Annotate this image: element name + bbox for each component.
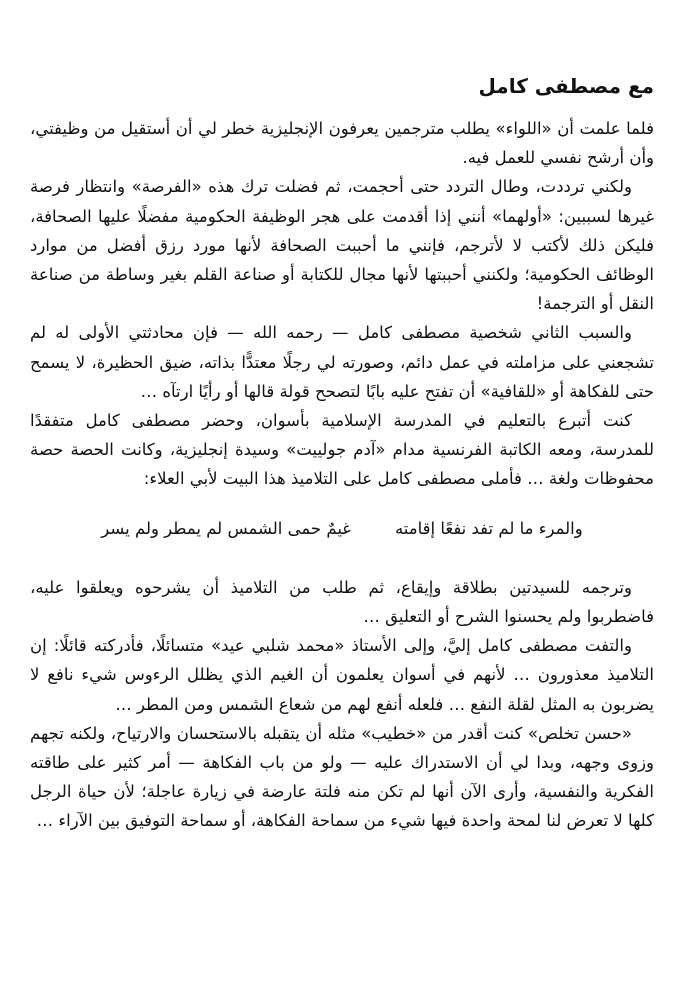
poem-verse: [30, 514, 654, 543]
paragraph-7: «حسن تخلص» كنت أقدر من «خطيب» مثله أن يتقبله بالاستحسان والارتياح، ولكنه تجهم وزوى وجهه، وبدا لي أن الاستدراك عليه — ولو من باب الفكاهة — أمر كثير على طاقته الفكرية والنفسية، وأرى الآن أنها لم تكن منه فلتة عارضة في زيارة عاجلة؛ لأن حياة الرجل كلها لا تعرض لنا لمحة واحدة فيها شيء من سماحة الفكاهة، أو سماحة التوفيق بين الآراء …: [30, 723, 654, 831]
paragraph-2: ولكني ترددت، وطال التردد حتى أحجمت، ثم فضلت ترك هذه «الفرصة» وانتظار فرصة غيرها لسببين: «أولهما» أنني إذا أقدمت على هجر الوظيفة الحكومية مفضلًا عليها الصحافة، فليكن ذلك لأكتب لا لأترجم، فإنني ما أحببت الصحافة لأنها مورد رزق أفضل من موارد الوظائف الحكومية؛ ولكنني أحببتها لأنها مجال للكتابة أو صناعة القلم بغير وساطة من صناعة النقل أو الترجمة!: [30, 177, 654, 314]
paragraph-3: والسبب الثاني شخصية مصطفى كامل — رحمه الله — فإن محادثتي الأولى له لم تشجعني على مزاملته في عمل دائم، وصورته لي رجلًا معتدًّا بذاته، ضيق الحظيرة، لا يسمح حتى للفكاهة أو «للقافية» أن تفتح عليه بابًا لتصحح قولة قالها أو رأيًا ارتآه …: [30, 323, 654, 401]
paragraph-1: فلما علمت أن «اللواء» يطلب مترجمين يعرفون الإنجليزية خطر لي أن أستقيل من وظيفتي، وأن أرشح نفسي للعمل فيه.: [30, 119, 654, 168]
paragraph-6: والتفت مصطفى كامل إليَّ، وإلى الأستاذ «محمد شلبي عيد» متسائلًا، فأدركته قائلًا: إن التلاميذ معذورون … لأنهم في أسوان يعلمون أن الغيم الذي يظلل الرءوس شيء نافع لا يضربون به المثل لقلة النفع … فلعله أنفع لهم من شعاع الشمس ومن المطر …: [30, 636, 654, 714]
verse-second-hemistich: غيمٌ حمى الشمس لم يمطر ولم يسر: [101, 518, 351, 538]
paragraph-5: وترجمه للسيدتين بطلاقة وإيقاع، ثم طلب من التلاميذ أن يشرحوه ويعلقوا عليه، فاضطربوا ولم يحسنوا الشرح أو التعليق …: [30, 577, 654, 627]
paragraph-4: كنت أتبرع بالتعليم في المدرسة الإسلامية بأسوان، وحضر مصطفى كامل متفقدًا للمدرسة، ومعه الكاتبة الفرنسية مدام «آدم جولييت» وسيدة إنجليزية، وكانت الحصة حصة محفوظات ولغة … فأملى مصطفى كامل على التلاميذ هذا البيت لأبي العلاء:: [30, 411, 654, 489]
section-title: مع مصطفى كامل: [478, 74, 654, 98]
verse-first-hemistich: والمرء ما لم تفد نفعًا إقامته: [394, 518, 583, 538]
